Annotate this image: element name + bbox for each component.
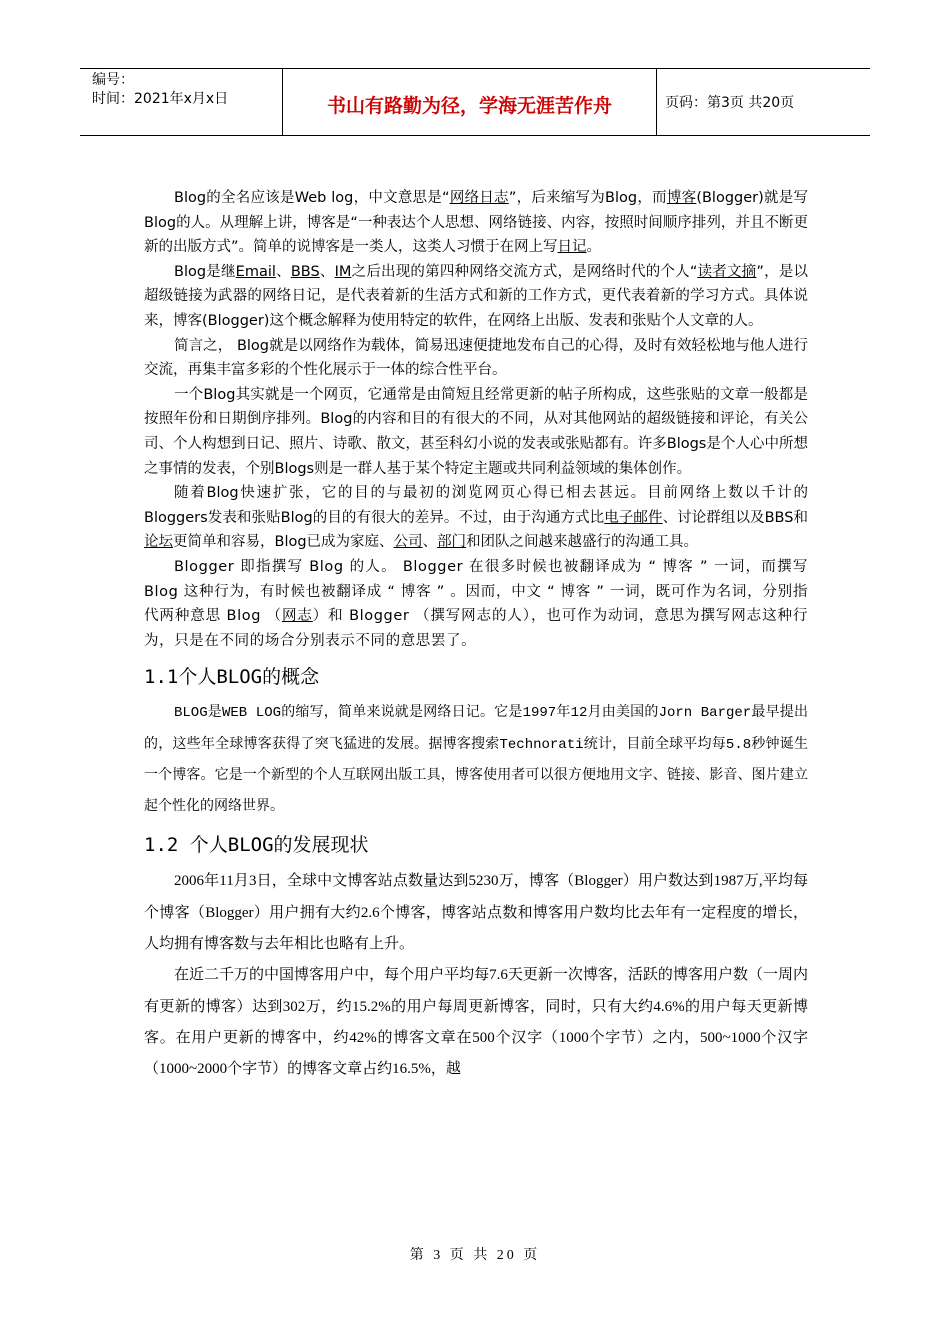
header-page-info: 页码：第3页 共20页 <box>665 95 795 111</box>
document-date: 时间：2021年x月x日 <box>92 91 229 107</box>
paragraph-blog-statistics-1: 2006年11月3日，全球中文博客站点数量达到5230万，博客（Blogger）用户数达到1987万,平均每个博客（Blogger）用户拥有大约2.6个博客，博客站点数和博客用户数均比去年有一定程度的增长，人均拥有博客数与去年相比也略有上升。 <box>144 873 808 953</box>
underlined-term: 网志 <box>281 608 313 625</box>
text-run: 一个Blog其实就是一个网页，它通常是由简短且经常更新的帖子所构成，这些张贴的文章一般都是按照年份和日期倒序排列。Blog的内容和目的有很大的不同，从对其他网站的超级链接和评论，有关公司、个人构想到日记、照片、诗歌、散文，甚至科幻小说的发表或张贴都有。许多Blogs是个人心中所想之事情的发表，个别Blogs则是一群人基于某个特定主题或共同利益领域的集体创作。 <box>144 386 808 477</box>
text-run: 、 <box>319 263 335 280</box>
text-run: 。 <box>586 239 602 256</box>
underlined-term: 公司 <box>393 534 423 551</box>
underlined-term: 读者文摘 <box>697 263 757 280</box>
document-number-label: 编号： <box>92 72 134 88</box>
underlined-term: BBS <box>290 263 320 280</box>
document-body <box>144 186 808 1086</box>
paragraph-blog-webpage <box>144 383 808 481</box>
paragraph-blog-communication <box>144 260 808 334</box>
paragraph-blog-definition <box>144 186 808 260</box>
header-meta <box>80 69 283 135</box>
text-run: 之后出现的第四种网络交流方式，是网络时代的个人“ <box>351 263 698 280</box>
text-run: ”，后来缩写为Blog，而 <box>508 190 667 206</box>
underlined-term: 部门 <box>437 534 467 551</box>
text-run: 和团队之间越来越盛行的沟通工具。 <box>466 534 699 551</box>
text-run: 、 <box>275 263 291 280</box>
paragraph-blog-expansion <box>144 481 808 555</box>
paragraph-blogger-meaning <box>144 555 808 653</box>
paragraph-blog-summary <box>144 334 808 383</box>
text-run: Blog的全名应该是Web log，中文意思是“ <box>174 190 450 206</box>
underlined-term: 网络日志 <box>449 190 509 206</box>
header-motto: 书山有路勤为径，学海无涯苦作舟 <box>283 69 657 135</box>
text-run: (Blogger)就是写Blog的人。从理解上讲，博客是“一种表达个人思想、网络链接、内容，按照时间顺序排列，并且不断更新的出版方式”。简单的说博客是一类人，这类人习惯于在网上写 <box>144 190 809 256</box>
section-heading-1-2: 1.2 个人BLOG的发展现状 <box>144 834 369 857</box>
text-run: Blog是继 <box>174 263 236 280</box>
underlined-term: IM <box>334 263 352 280</box>
paragraph-blog-concept: BLOG是WEB LOG的缩写，简单来说就是网络日记。它是1997年12月由美国的Jorn Barger最早提出的，这些年全球博客获得了突飞猛进的发展。据博客搜索Technorati统计，目前全球平均每5.8秒钟诞生一个博客。它是一个新型的个人互联网出版工具，博客使用者可以很方便地用文字、链接、影音、图片建立起个性化的网络世界。 <box>144 705 808 816</box>
paragraph-blog-statistics-2: 在近二千万的中国博客用户中，每个用户平均每7.6天更新一次博客，活跃的博客用户数（一周内有更新的博客）达到302万，约15.2%的用户每周更新博客，同时，只有大约4.6%的用户每天更新博客。在用户更新的博客中，约42%的博客文章在500个汉字（1000个字节）之内，500~1000个汉字（1000~2000个字节）的博客文章占约16.5%，越 <box>144 967 808 1078</box>
underlined-term: 论坛 <box>144 534 173 551</box>
underlined-term: Email <box>235 263 276 280</box>
text-run: 、 <box>422 534 438 551</box>
text-run: 更简单和容易，Blog已成为家庭、 <box>173 534 394 551</box>
text-run: Blogger 即指撰写 Blog 的人。 Blogger 在很多时候也被翻译成为 “ 博客 ” 一词，而撰写 Blog 这种行为，有时候也被翻译成 “ 博客 ” 。因而，中文 “ 博客 ” 一词，既可作为名词，分别指代两种意思 Blog （ <box>144 558 808 625</box>
section-heading-1-1: 1.1个人BLOG的概念 <box>144 666 320 689</box>
text-run: 随着Blog快速扩张，它的目的与最初的浏览网页心得已相去甚远。目前网络上数以千计的 Bloggers发表和张贴Blog的目的有很大的差异。不过，由于沟通方式比 <box>144 485 808 526</box>
text-run: 简言之， Blog就是以网络作为载体，简易迅速便捷地发布自己的心得，及时有效轻松地与他人进行交流，再集丰富多彩的个性化展示于一体的综合性平台。 <box>144 337 808 379</box>
underlined-term: 日记 <box>557 239 587 256</box>
underlined-term: 博客 <box>666 190 697 206</box>
underlined-term: 电子邮件 <box>604 509 663 526</box>
text-run: ）和 Blogger （撰写网志的人），也可作为动词，意思为撰写网志这种行为，只是在不同的场合分别表示不同的意思罢了。 <box>144 608 808 649</box>
text-run: 、讨论群组以及BBS和 <box>662 509 809 526</box>
page-footer: 第 3 页 共 20 页 <box>409 1248 541 1263</box>
page-header <box>80 68 870 136</box>
text-run: ”，是以超级链接为武器的网络日记，是代表着新的生活方式和新的工作方式，更代表着新的学习方式。具体说来，博客(Blogger)这个概念解释为使用特定的软件，在网络上出版、发表和张贴个人文章的人。 <box>144 263 809 329</box>
